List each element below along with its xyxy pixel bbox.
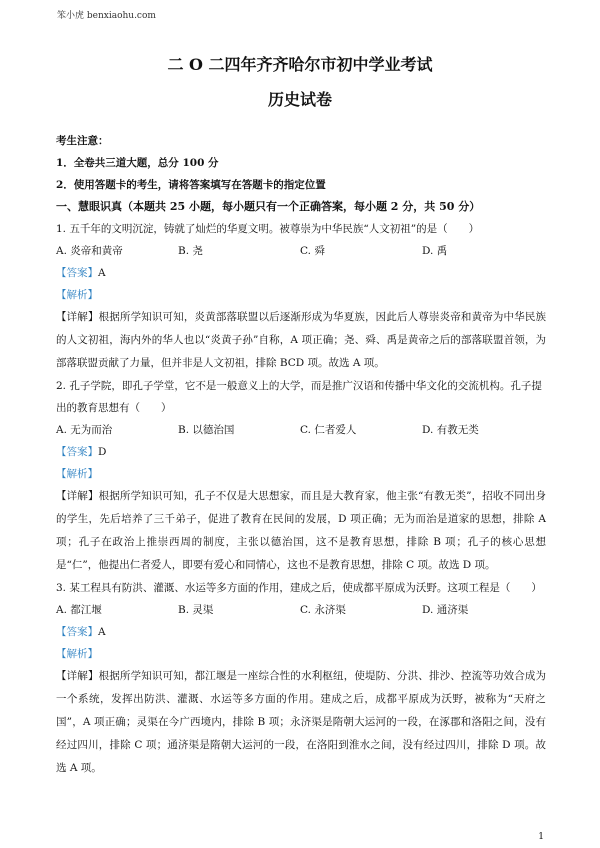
detail-label: 【详解】 (56, 670, 99, 682)
answer-label: 【答案】 (56, 267, 98, 279)
answer-label: 【答案】 (56, 446, 98, 458)
answer-value: A (98, 626, 106, 638)
answer-value: D (98, 446, 107, 458)
section-heading: 一、慧眼识真（本题共 25 小题，每小题只有一个正确答案，每小题 2 分，共 50 分） (56, 200, 481, 213)
notice-item: 2．使用答题卡的考生，请将答案填写在答题卡的指定位置 (56, 179, 326, 191)
header-watermark: 笨小虎 benxiaohu.com (57, 11, 156, 21)
option-d: D. 通济渠 (422, 604, 469, 616)
question-stem: 1. 五千年的文明沉淀，铸就了灿烂的华夏文明。被尊崇为中华民族“人文初祖”的是（ ） (56, 223, 480, 235)
detail-label: 【详解】 (56, 311, 99, 323)
answer-line (56, 441, 546, 463)
answer-label: 【答案】 (56, 626, 98, 638)
answer-line (56, 262, 546, 284)
option-d: D. 禹 (422, 245, 448, 257)
answer-line (56, 621, 546, 643)
answer-value: A (98, 267, 106, 279)
detail-paragraph (56, 306, 546, 375)
detail-paragraph (56, 485, 546, 577)
notice-heading: 考生注意： (56, 135, 109, 147)
analysis-label: 【解析】 (56, 648, 98, 660)
detail-text: 根据所学知识可知，炎黄部落联盟以后逐渐形成为华夏族，因此后人尊崇炎帝和黄帝为中华民族的人文初祖，海内外的华人也以“炎黄子孙”自称，A 项正确；尧、舜、禹是黄帝之后的部落联盟首领，为部落联盟贡献了力量，但并非是人文初祖，排除 BCD 项。故选 A 项。 (56, 311, 547, 369)
question-1 (56, 218, 546, 375)
option-a: A. 都江堰 (56, 604, 102, 616)
question-options (56, 240, 546, 262)
detail-label: 【详解】 (56, 490, 99, 502)
exam-content (56, 130, 546, 780)
option-c: C. 舜 (300, 245, 325, 257)
option-b: B. 灵渠 (178, 604, 214, 616)
option-a: A. 炎帝和黄帝 (56, 245, 123, 257)
option-d: D. 有教无类 (422, 424, 479, 436)
exam-title: 二 O 二四年齐齐哈尔市初中学业考试 (167, 55, 433, 74)
question-options (56, 599, 546, 621)
detail-text: 根据所学知识可知，都江堰是一座综合性的水利枢纽，使堤防、分洪、排沙、控流等功效合成为一个系统，发挥出防洪、灌溉、水运等多方面的作用。建成之后，成都平原成为沃野，被称为“天府之国”，A 项正确；灵渠在今广西境内，排除 B 项；永济渠是隋朝大运河的一段，在涿郡和洛阳之间，没有经过四川，排除 C 项；通济渠是隋朝大运河的一段，在洛阳到淮水之间，没有经过四川，排除 D 项。故选 A 项。 (56, 670, 547, 774)
analysis-label: 【解析】 (56, 289, 98, 301)
question-2 (56, 375, 546, 577)
option-c: C. 仁者爱人 (300, 424, 357, 436)
question-3 (56, 577, 546, 780)
option-c: C. 永济渠 (300, 604, 346, 616)
analysis-label: 【解析】 (56, 468, 98, 480)
detail-text: 根据所学知识可知，孔子不仅是大思想家，而且是大教育家，他主张“有教无类”，招收不同出身的学生，先后培养了三千弟子，促进了教育在民间的发展，D 项正确；无为而治是道家的思想，排除 A 项；孔子在政治上推崇西周的制度，主张以德治国，这不是教育思想，排除 B 项；孔子的核心思想是“仁”，他提出仁者爱人，即要有爱心和同情心，这也不是教育思想，排除 C 项。故选 D 项。 (56, 490, 547, 571)
option-a: A. 无为而治 (56, 424, 113, 436)
option-b: B. 以德治国 (178, 424, 235, 436)
exam-subtitle: 历史试卷 (267, 90, 332, 109)
detail-paragraph (56, 665, 546, 780)
page-number: 1 (538, 832, 544, 842)
question-stem: 3. 某工程具有防洪、灌溉、水运等多方面的作用，建成之后，使成都平原成为沃野。这项工程是（ ） (56, 582, 542, 594)
option-b: B. 尧 (178, 245, 203, 257)
question-stem: 2. 孔子学院，即孔子学堂，它不是一般意义上的大学，而是推广汉语和传播中华文化的交流机构。孔子提出的教育思想有（ ） (56, 380, 542, 414)
notice-item: 1．全卷共三道大题，总分 100 分 (56, 157, 219, 169)
question-options (56, 419, 546, 441)
